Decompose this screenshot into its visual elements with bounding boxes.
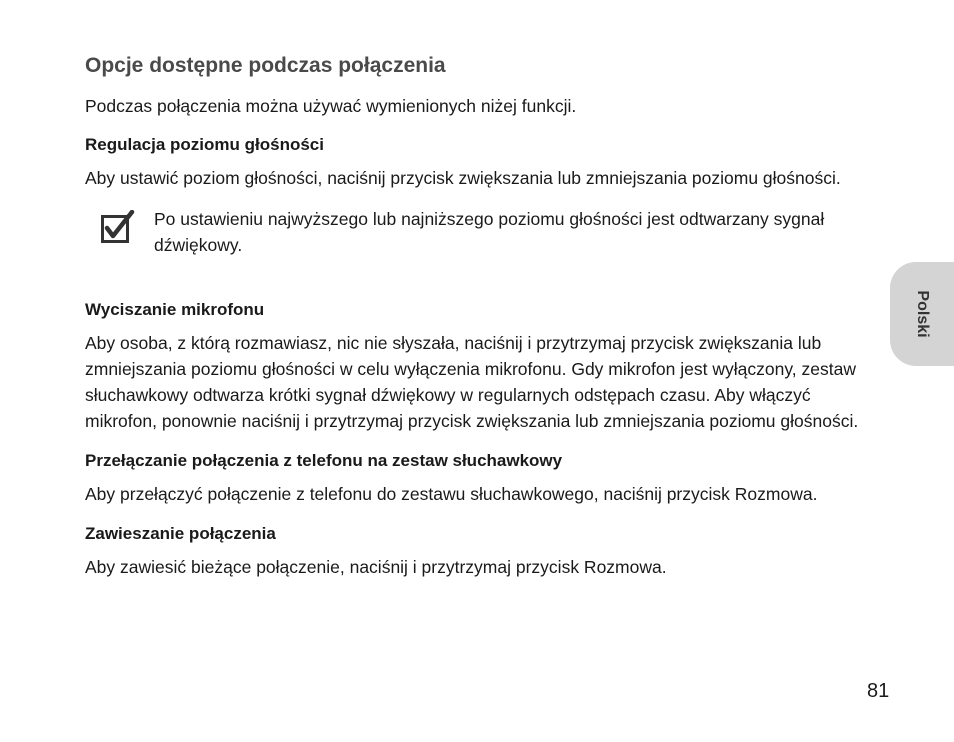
section-text-mute: Aby osoba, z którą rozmawiasz, nic nie słyszała, naciśnij i przytrzymaj przycisk zwiększania lub zmniejszania poziomu głośności w celu wyłączenia mikrofonu. Gdy mikrofon jest wyłączony, zestaw słuchawkowy odtwarza krótki sygnał dźwiękowy w regularnych odstępach czasu. Aby włączyć mikrofon, ponownie naciśnij i przytrzymaj przycisk zwiększania lub zmniejszania poziomu głośności. [85,333,859,431]
section-text-transfer: Aby przełączyć połączenie z telefonu do zestawu słuchawkowego, naciśnij przycisk Rozmowa. [85,484,818,504]
section-heading-mute: Wyciszanie mikrofonu [85,300,265,319]
intro-text: Podczas połączenia można używać wymienionych niżej funkcji. [85,96,577,116]
language-tab-label: Polski [914,290,931,338]
checkbox-check-icon [101,210,135,243]
section-heading-volume: Regulacja poziomu głośności [85,135,324,154]
section-text-volume: Aby ustawić poziom głośności, naciśnij przycisk zwiększania lub zmniejszania poziomu głośności. [85,168,841,188]
section-heading-transfer: Przełączanie połączenia z telefonu na zestaw słuchawkowy [85,451,563,470]
page-title: Opcje dostępne podczas połączenia [85,54,446,77]
note-box [85,206,875,258]
document-content [85,52,875,580]
page-number: 81 [867,680,890,702]
section-heading-hold: Zawieszanie połączenia [85,524,276,543]
section-text-hold: Aby zawiesić bieżące połączenie, naciśnij i przytrzymaj przycisk Rozmowa. [85,557,667,577]
note-text: Po ustawieniu najwyższego lub najniższego poziomu głośności jest odtwarzany sygnał dźwiękowy. [154,209,825,255]
language-tab [890,262,954,366]
